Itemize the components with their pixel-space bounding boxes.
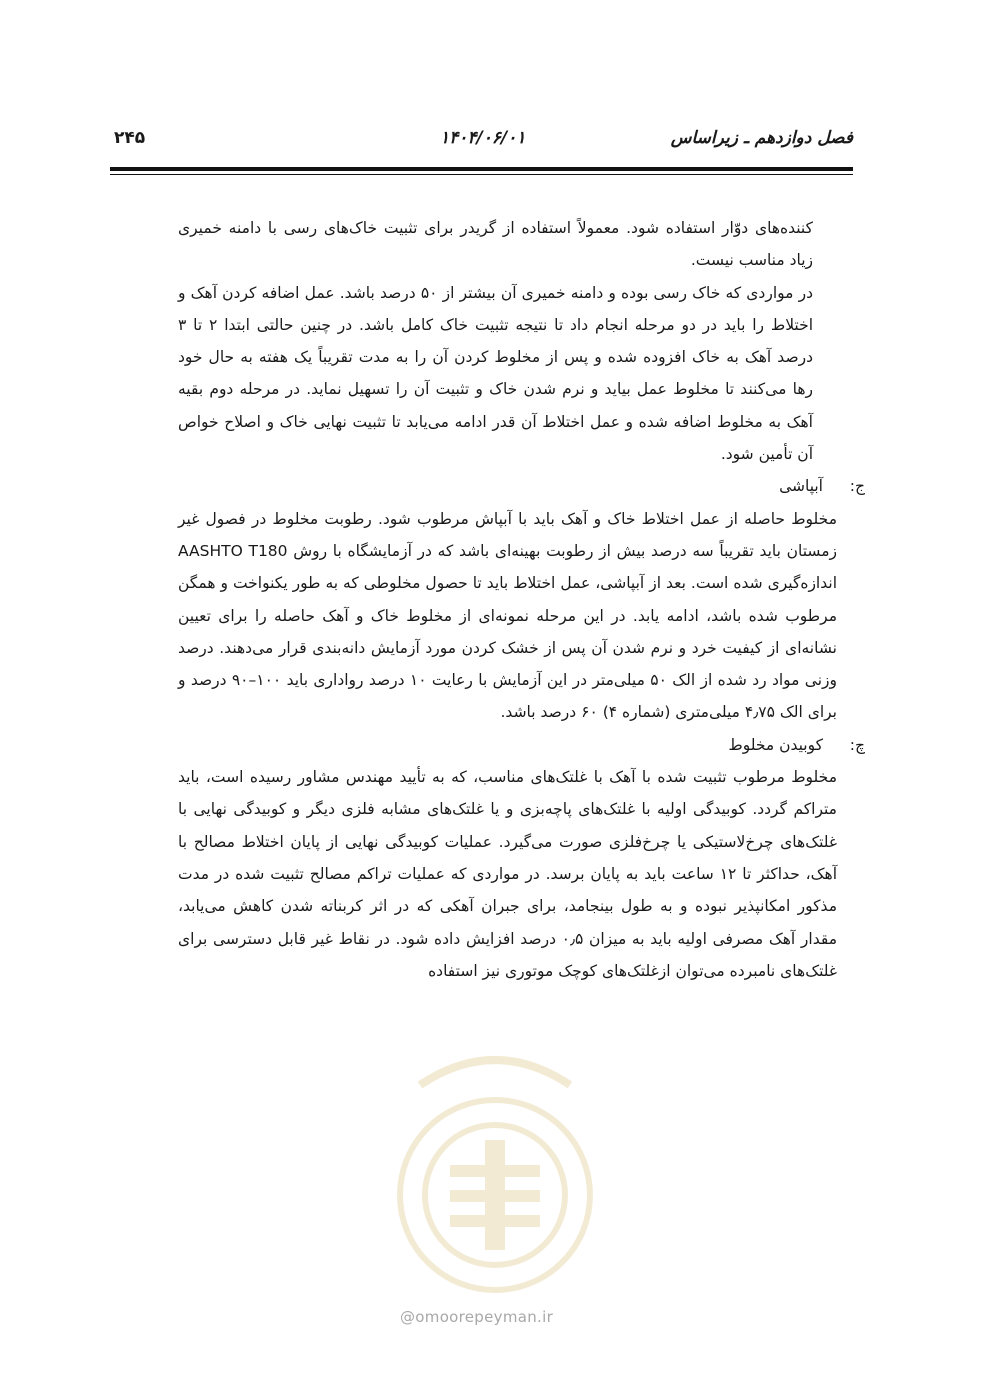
page-number: ۲۴۵ xyxy=(114,128,146,148)
watermark-logo xyxy=(380,1045,610,1305)
section-heading-j xyxy=(178,470,865,502)
chapter-title: فصل دوازدهم ـ زیراساس xyxy=(670,128,853,148)
watering-paragraph: مخلوط حاصله از عمل اختلاط خاک و آهک باید با آبپاش مرطوب شود. رطوبت مخلوط در فصول غیر زمستان باید تقریباً سه درصد بیش از رطوبت بهینه‌ای باشد که در آزمایشگاه با روش AASHTO T180 اندازه‌گیری شده است. بعد از آبپاشی، عمل اختلاط باید تا حصول مخلوطی که به طور یکنواخت و همگن مرطوب شده باشد، ادامه یابد. در این مرحله نمونه‌ای از مخلوط خاک و آهک حاصله را برای تعیین نشانه‌ای از کیفیت خرد و نرم شدن آن پس از خشک کردن مورد آزمایش دانه‌بندی قرار می‌دهند. درصد وزنی مواد رد شده از الک ۵۰ میلی‌متر در این آزمایش با رعایت ۱۰ درصد رواداری باید ۱۰۰–۹۰ درصد و برای الک ۴٫۷۵ میلی‌متری (شماره ۴) ۶۰ درصد باشد. xyxy=(178,509,838,722)
section-title: کوبیدن مخلوط xyxy=(728,735,823,754)
section-title: آبپاشی xyxy=(779,477,823,496)
clay-paragraph: در مواردی که خاک رسی بوده و دامنه خمیری آن بیشتر از ۵۰ درصد باشد. عمل اضافه کردن آهک و اختلاط را باید در دو مرحله انجام داد تا نتیجه تثبیت خاک کامل باشد. در چنین حالتی ابتدا ۲ تا ۳ درصد آهک به خاک افزوده شده و پس از مخلوط کردن آن را به مدت تقریباً یک هفته به حال خود رها می‌کنند تا مخلوط عمل بیاید و نرم شدن خاک و تثبیت آن را تسهیل نماید. در مرحله دوم بقیه آهک به مخلوط اضافه شده و عمل اختلاط آن قدر ادامه می‌یابد تا تثبیت نهایی خاک و اصلاح خواص آن تأمین شود. xyxy=(178,283,814,464)
body-text xyxy=(178,212,865,987)
section-letter: ج: xyxy=(849,477,865,496)
header-rule-thick xyxy=(110,167,853,171)
header-rule-thin xyxy=(110,174,853,175)
watermark-url: @omoorepeyman.ir xyxy=(400,1308,554,1326)
compaction-paragraph: مخلوط مرطوب تثبیت شده با آهک با غلتک‌های مناسب، که به تأیید مهندس مشاور رسیده است، باید متراکم گردد. کوبیدگی اولیه با غلتک‌های پاچه‌بزی و یا غلتک‌های مشابه فلزی دیگر و کوبیدگی نهایی با غلتک‌های چرخ‌لاستیکی یا چرخ‌فلزی صورت می‌گیرد. عملیات کوبیدگی نهایی از پایان اختلاط مصالح با آهک، حداکثر تا ۱۲ ساعت باید به پایان برسد. در مواردی که عملیات تراکم مصالح تثبیت شده در مدت مذکور امکانپذیر نبوده و به طول بینجامد، برای جبران آهکی که در اثر کربناته شدن کاهش می‌یابد، مقدار آهک مصرفی اولیه باید به میزان ۰٫۵ درصد افزایش داده شود. در نقاط غیر قابل دسترسی برای غلتک‌های نامبرده می‌توان ازغلتک‌های کوچک موتوری نیز استفاده xyxy=(178,768,838,980)
header-date: ۱۴۰۴/۰۶/۰۱ xyxy=(440,128,526,148)
section-letter: چ: xyxy=(849,735,865,754)
section-heading-ch xyxy=(178,729,865,761)
intro-paragraph: کننده‌های دوّار استفاده شود. معمولاً استفاده از گریدر برای تثبیت خاک‌های رسی با دامنه خمیری زیاد مناسب نیست. xyxy=(178,219,813,270)
page-header xyxy=(110,128,853,158)
